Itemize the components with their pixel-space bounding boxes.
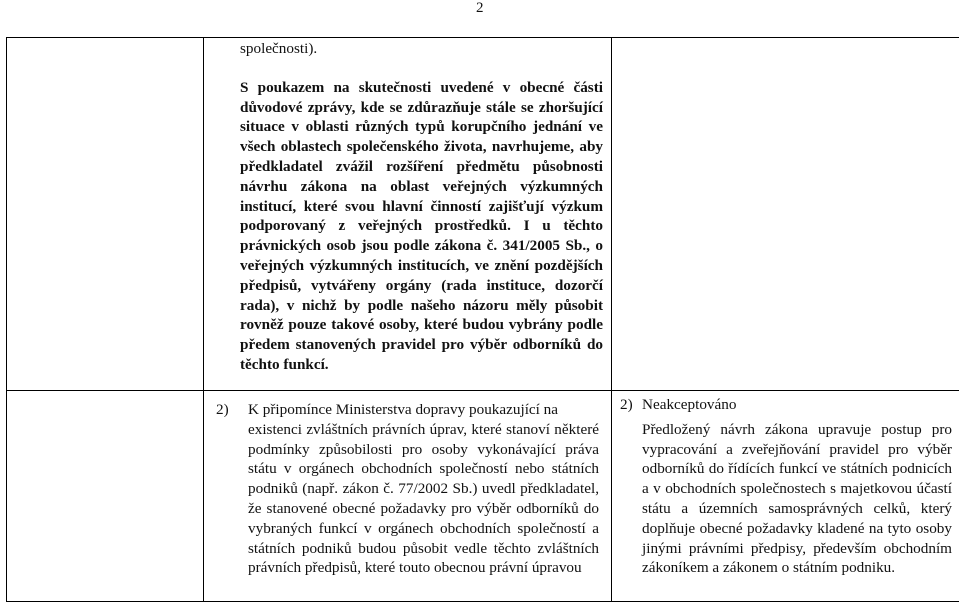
column-response-cell: [612, 38, 959, 391]
table-row: [7, 391, 959, 602]
response-number: 2): [620, 395, 642, 415]
column-ministry-cell: [7, 391, 204, 602]
response-status: Neakceptováno: [642, 395, 736, 415]
column-comment-cell: [204, 38, 612, 391]
comment-first-line: K připomínce Ministerstva dopravy poukazující na: [248, 400, 558, 420]
column-response-cell: [612, 391, 959, 602]
continued-text: společnosti).: [204, 38, 611, 59]
comments-table: [6, 37, 959, 602]
comment-bold-paragraph: S poukazem na skutečnosti uvedené v obecné části důvodové zprávy, kde se zdůrazňuje stále se zhoršující situace v oblasti různých typů korupčního jednání ve všech oblastech společenského života, navrhujeme, aby předkladatel zvážil rozšíření předmětu působnosti návrhu zákona na oblast veřejných výzkumných institucí, které svou hlavní činností zajišťují výzkum podporovaný z veřejných prostředků. I u těchto právnických osob jsou podle zákona č. 341/2005 Sb., o veřejných výzkumných institucích, ve znění pozdějších předpisů, vytvářeny orgány (rada instituce, dozorčí rada), v nichž by podle našeho názoru měly působit rovněž pouze takové osoby, které budou vybrány podle předem stanovených pravidel pro výběr odborníků do těchto funkcí.: [204, 78, 611, 375]
response-paragraph: Předložený návrh zákona upravuje postup pro vypracování a zveřejňování pravidel pro výběr odborníků do řídících funkcí ve státních podnicích a v obchodních společnostech s majetkovou účastí státu a územních samosprávných celků, který doplňuje obecné požadavky kladené na tyto osoby jinými právními předpisy, především obchodním zákoníkem a zákonem o státním podniku.: [620, 420, 952, 578]
comment-paragraph: existenci zvláštních právních úprav, které stanoví některé podmínky způsobilosti pro osoby vykonávající práva státu v orgánech obchodních společností nebo státních podniků (např. zákon č. 77/2002 Sb.) uvedl předkladatel, že stanovené obecné požadavky pro výběr odborníků do vybraných funkcí v orgánech obchodních společností a státních podniků budou působit vedle těchto zvláštních právních předpisů, které touto obecnou právní úpravou: [216, 420, 599, 578]
column-comment-cell: [204, 391, 612, 602]
page-number: 2: [476, 0, 484, 17]
comment-number: 2): [216, 400, 248, 420]
column-ministry-cell: [7, 38, 204, 391]
table-row: [7, 38, 959, 391]
